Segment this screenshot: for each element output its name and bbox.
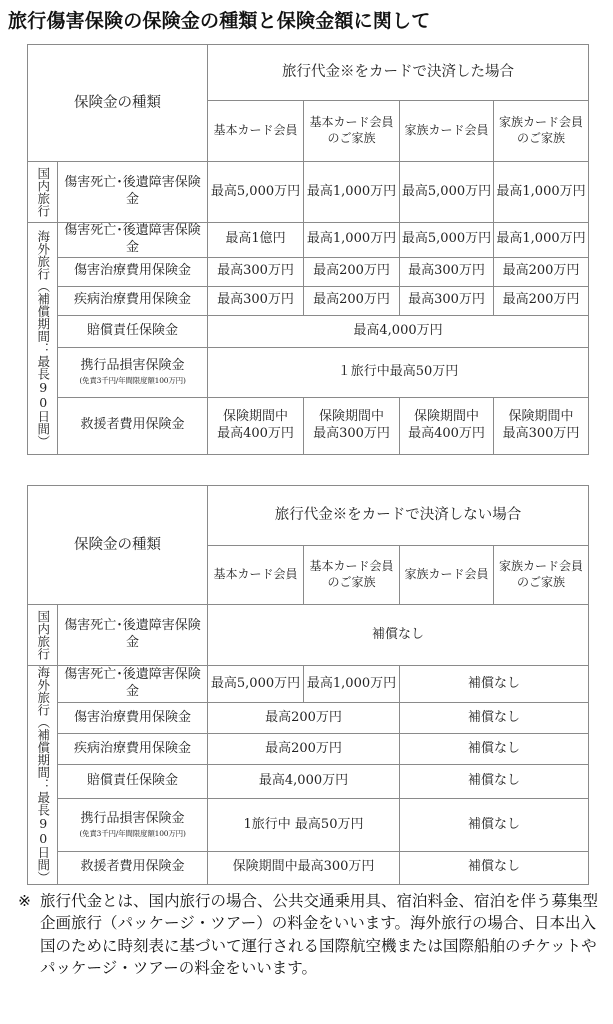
- table-row: [28, 286, 589, 315]
- deductible-note: (免責3千円/年間限度額100万円): [79, 376, 186, 386]
- member-header: 家族カード会員: [400, 101, 494, 162]
- value-cell: 補償なし: [400, 666, 589, 703]
- member-header: 基本カード会員 のご家族: [304, 101, 400, 162]
- row-name: 疾病治療費用保険金: [58, 734, 208, 765]
- value-cell: 補償なし: [400, 798, 589, 852]
- value-cell: 最高1,000万円: [304, 223, 400, 258]
- member-header: 基本カード会員 のご家族: [304, 546, 400, 605]
- row-name: 傷害死亡･後遺障害保険金: [58, 605, 208, 666]
- value-cell: 補償なし: [208, 605, 589, 666]
- insurance-table-without-card-payment: [27, 485, 589, 885]
- table-row: [28, 397, 589, 454]
- row-name: 傷害死亡･後遺障害保険金: [58, 223, 208, 258]
- row-name: 賠償責任保険金: [58, 765, 208, 798]
- value-cell: 最高300万円: [400, 257, 494, 286]
- table-row: [28, 315, 589, 347]
- member-header: 基本カード会員: [208, 546, 304, 605]
- value-cell: 補償なし: [400, 765, 589, 798]
- row-name: 救援者費用保険金: [58, 852, 208, 884]
- value-cell: 1旅行中 最高50万円: [208, 798, 400, 852]
- table-row: [28, 703, 589, 734]
- value-cell: 保険期間中 最高400万円: [400, 397, 494, 454]
- value-cell: 補償なし: [400, 703, 589, 734]
- value-cell: 最高1億円: [208, 223, 304, 258]
- table-row: [28, 765, 589, 798]
- insurance-table-with-card-payment: [27, 44, 589, 455]
- table-row: [28, 852, 589, 884]
- row-name: 傷害死亡･後遺障害保険金: [58, 666, 208, 703]
- value-cell: 最高200万円: [494, 286, 589, 315]
- value-cell: 最高5,000万円: [208, 666, 304, 703]
- value-cell: 最高4,000万円: [208, 315, 589, 347]
- table-row: [28, 666, 589, 703]
- row-name: 傷害死亡･後遺障害保険金: [58, 162, 208, 223]
- footnote-text: 旅行代金とは、国内旅行の場合、公共交通乗用具、宿泊料金、宿泊を伴う募集型企画旅行（パッケージ・ツアー）の料金をいいます。海外旅行の場合、日本出入国のために時刻表に基づいて運行される国際航空機または国際船舶のチケットやパッケージ・ツアーの料金をいいます。: [40, 892, 599, 978]
- value-cell: 最高5,000万円: [208, 162, 304, 223]
- col-header-insurance-type: 保険金の種類: [28, 45, 208, 162]
- deductible-note: (免責3千円/年間限度額100万円): [79, 829, 186, 839]
- value-cell: 最高200万円: [494, 257, 589, 286]
- value-cell: 補償なし: [400, 734, 589, 765]
- value-cell: 最高4,000万円: [208, 765, 400, 798]
- value-cell: 最高300万円: [208, 257, 304, 286]
- value-cell: １旅行中最高50万円: [208, 347, 589, 397]
- value-cell: 最高300万円: [400, 286, 494, 315]
- value-cell: 最高300万円: [208, 286, 304, 315]
- footnote: [18, 890, 603, 980]
- value-cell: 最高5,000万円: [400, 162, 494, 223]
- overseas-label: 海外旅行（補償期間：最長90日間）: [28, 223, 58, 455]
- table-row: [28, 798, 589, 852]
- group-header-card-paid: 旅行代金※をカードで決済した場合: [208, 45, 589, 101]
- value-cell: 最高200万円: [304, 257, 400, 286]
- member-header: 家族カード会員 のご家族: [494, 101, 589, 162]
- value-cell: 補償なし: [400, 852, 589, 884]
- row-name: 賠償責任保険金: [58, 315, 208, 347]
- value-cell: 保険期間中 最高400万円: [208, 397, 304, 454]
- domestic-label: 国内旅行: [28, 162, 58, 223]
- row-name: 携行品損害保険金 (免責3千円/年間限度額100万円): [58, 347, 208, 397]
- value-cell: 保険期間中 最高300万円: [494, 397, 589, 454]
- value-cell: 最高200万円: [208, 703, 400, 734]
- member-header: 基本カード会員: [208, 101, 304, 162]
- row-name: 疾病治療費用保険金: [58, 286, 208, 315]
- row-name: 傷害治療費用保険金: [58, 703, 208, 734]
- member-header: 家族カード会員: [400, 546, 494, 605]
- table-row: [28, 605, 589, 666]
- member-header: 家族カード会員 のご家族: [494, 546, 589, 605]
- table-header-row: [28, 45, 589, 101]
- table-row: [28, 162, 589, 223]
- table-row: [28, 347, 589, 397]
- value-cell: 保険期間中 最高300万円: [304, 397, 400, 454]
- value-cell: 最高1,000万円: [304, 162, 400, 223]
- value-cell: 保険期間中最高300万円: [208, 852, 400, 884]
- group-header-card-not-paid: 旅行代金※をカードで決済しない場合: [208, 486, 589, 546]
- row-name: 救援者費用保険金: [58, 397, 208, 454]
- overseas-label: 海外旅行（補償期間：最長90日間）: [28, 666, 58, 885]
- value-cell: 最高1,000万円: [494, 223, 589, 258]
- col-header-insurance-type: 保険金の種類: [28, 486, 208, 605]
- table-row: [28, 257, 589, 286]
- value-cell: 最高5,000万円: [400, 223, 494, 258]
- page-title: 旅行傷害保険の保険金の種類と保険金額に関して: [8, 10, 431, 32]
- value-cell: 最高1,000万円: [494, 162, 589, 223]
- table-row: [28, 223, 589, 258]
- value-cell: 最高200万円: [208, 734, 400, 765]
- value-cell: 最高1,000万円: [304, 666, 400, 703]
- row-name: 傷害治療費用保険金: [58, 257, 208, 286]
- domestic-label: 国内旅行: [28, 605, 58, 666]
- table-header-row: [28, 486, 589, 546]
- table-row: [28, 734, 589, 765]
- footnote-mark: ※: [18, 892, 31, 910]
- value-cell: 最高200万円: [304, 286, 400, 315]
- row-name: 携行品損害保険金 (免責3千円/年間限度額100万円): [58, 798, 208, 852]
